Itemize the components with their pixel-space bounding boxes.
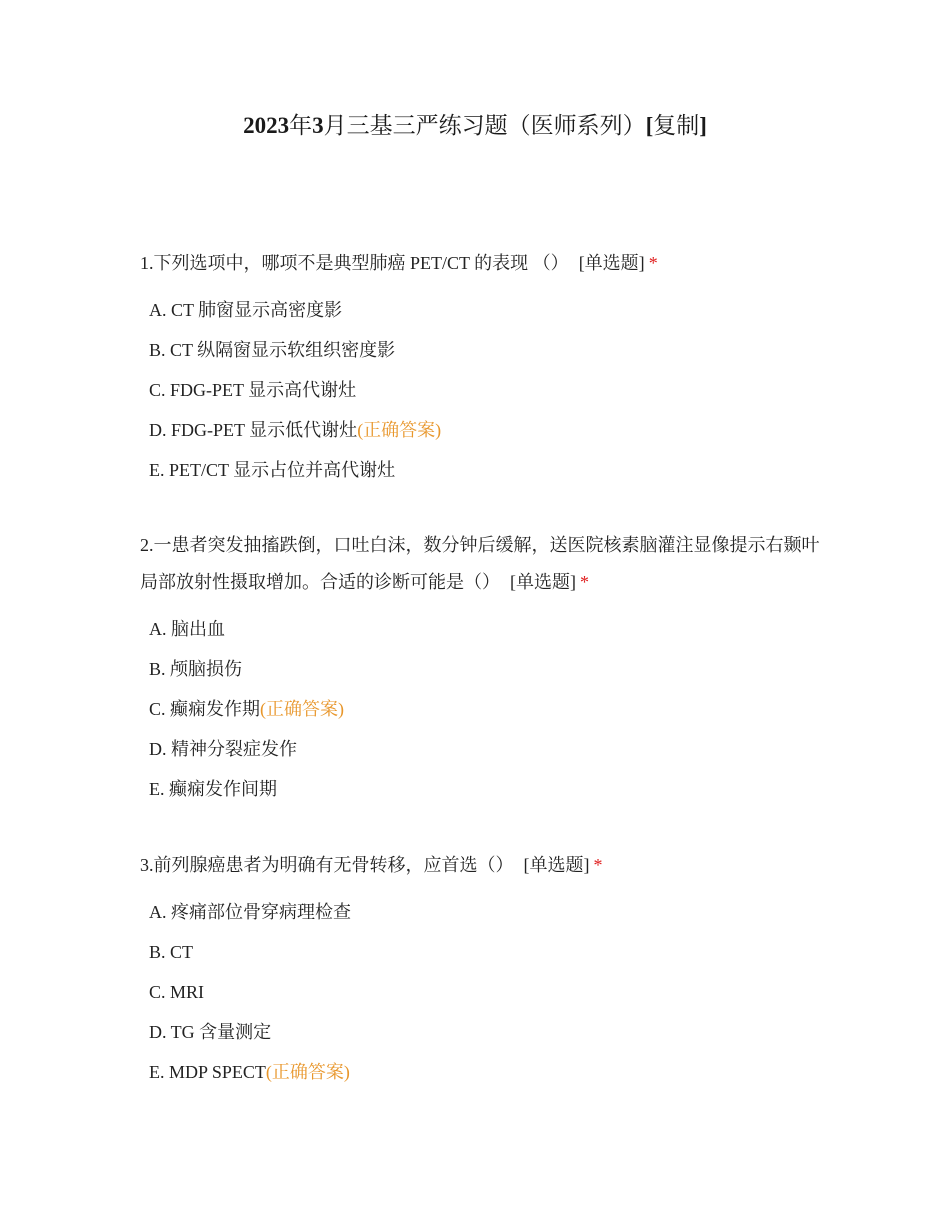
option-list xyxy=(140,290,820,490)
option-label: B. CT xyxy=(149,942,194,962)
title-text-1: 年 xyxy=(289,113,313,138)
title-tag: 复制 xyxy=(653,113,700,138)
option-d[interactable] xyxy=(149,729,820,769)
title-bracket-close: ] xyxy=(699,113,707,138)
option-label: B. CT 纵隔窗显示软组织密度影 xyxy=(149,340,396,360)
option-b[interactable] xyxy=(149,330,820,370)
question-text xyxy=(140,847,820,884)
correct-answer-tag: (正确答案) xyxy=(260,699,345,719)
question-2 xyxy=(140,527,820,809)
question-text xyxy=(140,245,820,282)
option-label: C. 癫痫发作期 xyxy=(149,699,261,719)
option-label: E. 癫痫发作间期 xyxy=(149,779,277,799)
title-month: 3 xyxy=(312,113,324,138)
question-stem: 1.下列选项中，哪项不是典型肺癌 PET/CT 的表现 （） xyxy=(140,253,569,273)
option-label: D. 精神分裂症发作 xyxy=(149,739,297,759)
option-b[interactable] xyxy=(149,932,820,972)
option-list xyxy=(140,609,820,809)
option-c[interactable] xyxy=(149,370,820,410)
option-c[interactable] xyxy=(149,972,820,1012)
option-label: C. MRI xyxy=(149,982,205,1002)
option-a[interactable] xyxy=(149,290,820,330)
option-label: A. 脑出血 xyxy=(149,619,225,639)
option-label: D. FDG-PET 显示低代谢灶 xyxy=(149,420,358,440)
correct-answer-tag: (正确答案) xyxy=(265,1062,350,1082)
question-type: [单选题] xyxy=(578,253,645,273)
question-type: [单选题] xyxy=(510,572,576,592)
title-text-2: 月三基三严练习题（医师系列） xyxy=(323,113,646,138)
option-a[interactable] xyxy=(149,892,820,932)
option-label: D. TG 含量测定 xyxy=(149,1022,272,1042)
question-3 xyxy=(140,847,820,1092)
option-label: B. 颅脑损伤 xyxy=(149,659,243,679)
option-d[interactable] xyxy=(149,1012,820,1052)
required-mark: * xyxy=(580,572,589,592)
correct-answer-tag: (正确答案) xyxy=(357,420,442,440)
option-e[interactable] xyxy=(149,769,820,809)
question-type: [单选题] xyxy=(523,855,590,875)
option-label: A. CT 肺窗显示高密度影 xyxy=(149,300,343,320)
option-d[interactable] xyxy=(149,410,820,450)
required-mark: * xyxy=(648,253,658,273)
option-a[interactable] xyxy=(149,609,820,649)
question-stem: 2.一患者突发抽搐跌倒，口吐白沫，数分钟后缓解，送医院核素脑灌注显像提示右颞叶局部放射性摄取增加。合适的诊断可能是（） xyxy=(140,535,820,592)
option-label: E. PET/CT 显示占位并高代谢灶 xyxy=(149,460,396,480)
title-bracket-open: [ xyxy=(645,113,654,138)
page-title xyxy=(0,109,950,143)
title-year: 2023 xyxy=(243,113,290,138)
option-list xyxy=(140,892,820,1092)
option-e[interactable] xyxy=(149,1052,820,1092)
option-label: A. 疼痛部位骨穿病理检查 xyxy=(149,902,351,922)
option-label: E. MDP SPECT xyxy=(149,1062,266,1082)
question-1 xyxy=(140,245,820,490)
option-e[interactable] xyxy=(149,450,820,490)
required-mark: * xyxy=(593,855,603,875)
question-text xyxy=(140,527,820,601)
option-c[interactable] xyxy=(149,689,820,729)
question-stem: 3.前列腺癌患者为明确有无骨转移，应首选（） xyxy=(140,855,514,875)
option-label: C. FDG-PET 显示高代谢灶 xyxy=(149,380,357,400)
option-b[interactable] xyxy=(149,649,820,689)
